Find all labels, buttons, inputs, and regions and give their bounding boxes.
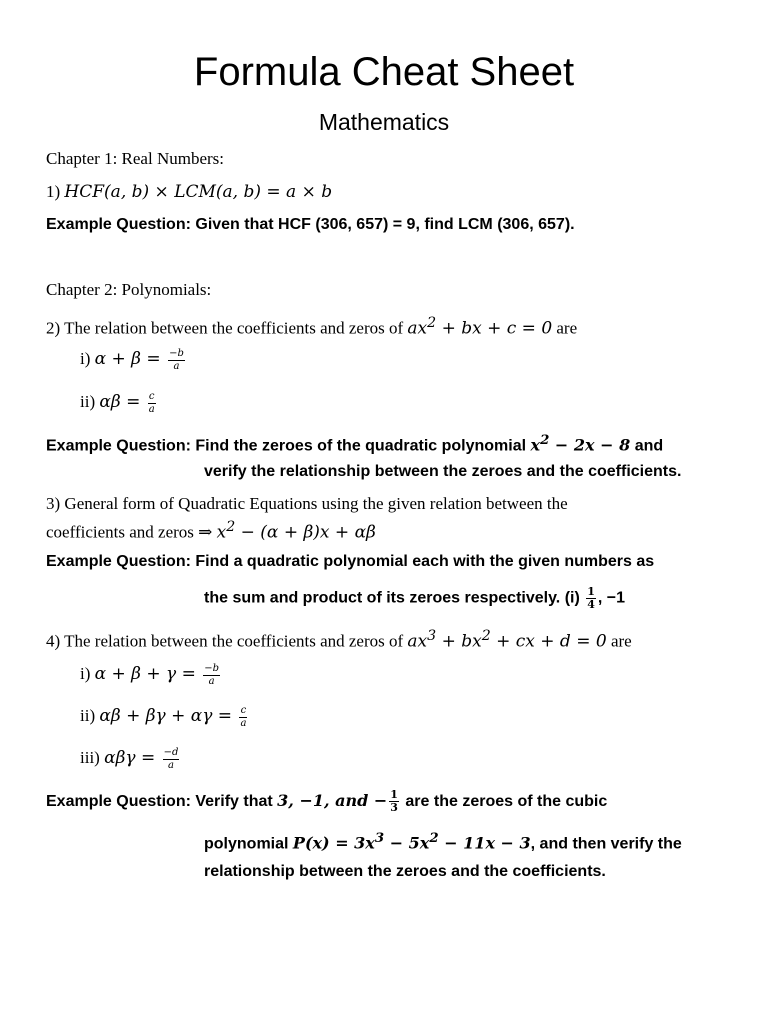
formula-2-exp: 2 [427, 315, 437, 331]
formula-2-i-denominator: a [173, 360, 180, 372]
formula-2-text: 2) The relation between the coefficients and zeros of [46, 318, 408, 338]
formula-2-term-a: ax [407, 318, 428, 339]
example-4-poly-1: P(x) = 3x [292, 833, 375, 853]
example-4-l2-end: , and then verify the [530, 835, 682, 853]
formula-4-exp-b: 2 [481, 628, 491, 644]
example-2-term-1: x [530, 435, 541, 455]
formula-4-ii-label: ii) [80, 706, 100, 725]
formula-3-line-2 [46, 515, 376, 545]
example-3-fraction [586, 586, 596, 611]
formula-2-ii-label: ii) [80, 392, 100, 411]
formula-2-ii-lhs: αβ = [99, 392, 146, 412]
example-3-tail: , −1 [597, 589, 626, 607]
formula-3-term-2: − (α + β)x + αβ [235, 522, 376, 543]
chapter-1-heading: Chapter 1: Real Numbers: [46, 149, 224, 168]
example-4-numerator: 1 [390, 788, 398, 802]
formula-4-ii-denominator: a [240, 717, 247, 729]
example-2-end: and [630, 437, 664, 455]
formula-2-ii-fraction [148, 391, 156, 416]
example-4-text: Example Question: Verify that [46, 793, 278, 810]
page-title: Formula Cheat Sheet [193, 50, 575, 94]
formula-2-i-fraction [168, 348, 185, 373]
formula-4-term-c: + cx + d = 0 [490, 631, 607, 652]
example-3-denominator: 4 [587, 598, 595, 611]
formula-4-iii [80, 746, 181, 772]
formula-4 [46, 624, 632, 654]
formula-3-line-1: 3) General form of Quadratic Equations using the given relation between the [46, 494, 568, 513]
formula-1-number: 1) [46, 182, 65, 201]
formula-2-i-lhs: α + β = [94, 349, 167, 369]
formula-4-i [80, 662, 222, 688]
formula-4-end: are [606, 631, 632, 651]
example-question-3: Example Question: Find a quadratic polynomial each with the given numbers as [46, 553, 655, 570]
formula-4-iii-denominator: a [168, 759, 174, 771]
formula-4-iii-lhs: αβγ = [104, 748, 161, 768]
chapter-2-heading: Chapter 2: Polynomials: [46, 280, 212, 299]
example-question-4-line-2 [204, 826, 682, 856]
formula-2-ii-numerator: c [148, 390, 155, 402]
formula-2-term-b: + bx + c = 0 [436, 318, 553, 339]
example-4-exp-2: 2 [429, 830, 439, 846]
example-4-end: are the zeroes of the cubic [400, 793, 608, 810]
formula-3-term-1: x [216, 522, 227, 543]
formula-2-ii [80, 390, 158, 416]
formula-2-end: are [552, 318, 578, 338]
formula-4-ii [80, 704, 249, 730]
formula-2-i [80, 347, 187, 373]
example-4-denominator: 3 [390, 801, 398, 815]
example-4-poly-3: − 11x − 3 [438, 833, 531, 853]
example-4-values: 3, −1, and − [277, 791, 388, 810]
page-subtitle: Mathematics [318, 109, 450, 135]
example-4-poly-2: − 5x [384, 833, 430, 853]
formula-2 [46, 311, 577, 341]
example-question-4 [46, 789, 607, 814]
example-2-term-2: − 2x − 8 [549, 435, 631, 455]
formula-4-ii-lhs: αβ + βγ + αγ = [99, 706, 238, 726]
formula-4-i-label: i) [80, 664, 95, 683]
formula-3-exp: 2 [226, 519, 236, 535]
example-4-l2-text: polynomial [204, 835, 293, 853]
formula-2-i-numerator: −b [169, 347, 184, 359]
formula-4-exp-a: 3 [427, 628, 437, 644]
formula-2-i-label: i) [80, 349, 95, 368]
formula-4-iii-numerator: −d [163, 746, 179, 758]
formula-4-term-b: + bx [436, 631, 482, 652]
example-3-numerator: 1 [587, 585, 595, 598]
example-question-1: Example Question: Given that HCF (306, 657) = 9, find LCM (306, 657). [46, 216, 575, 233]
example-question-2-line-2: verify the relationship between the zeroes and the coefficients. [204, 463, 682, 480]
formula-4-iii-fraction [163, 747, 180, 772]
formula-4-i-denominator: a [208, 675, 215, 687]
formula-4-ii-numerator: c [240, 704, 247, 716]
formula-4-i-lhs: α + β + γ = [94, 664, 202, 684]
formula-1 [46, 180, 332, 204]
example-2-exp: 2 [540, 432, 550, 448]
formula-2-ii-denominator: a [148, 403, 155, 415]
formula-4-i-numerator: −b [204, 662, 220, 674]
formula-4-term-a: ax [407, 631, 428, 652]
example-2-text: Example Question: Find the zeroes of the quadratic polynomial [46, 437, 531, 455]
example-3-text: the sum and product of its zeroes respectively. [204, 589, 565, 607]
formula-4-iii-label: iii) [80, 748, 105, 767]
example-question-3-line-2 [204, 586, 625, 611]
example-question-2 [46, 428, 663, 458]
example-4-exp-1: 3 [374, 830, 385, 846]
formula-4-ii-fraction [239, 705, 247, 730]
example-question-4-line-3: relationship between the zeroes and the coefficients. [204, 863, 606, 880]
example-3-item-label: (i) [564, 589, 585, 607]
formula-4-i-fraction [203, 663, 220, 688]
formula-4-text: 4) The relation between the coefficients and zeros of [46, 631, 408, 651]
formula-3-text: coefficients and zeros ⇒ [46, 522, 217, 542]
example-4-fraction [389, 789, 399, 814]
formula-1-expression: HCF(a, b) × LCM(a, b) = a × b [64, 182, 333, 202]
